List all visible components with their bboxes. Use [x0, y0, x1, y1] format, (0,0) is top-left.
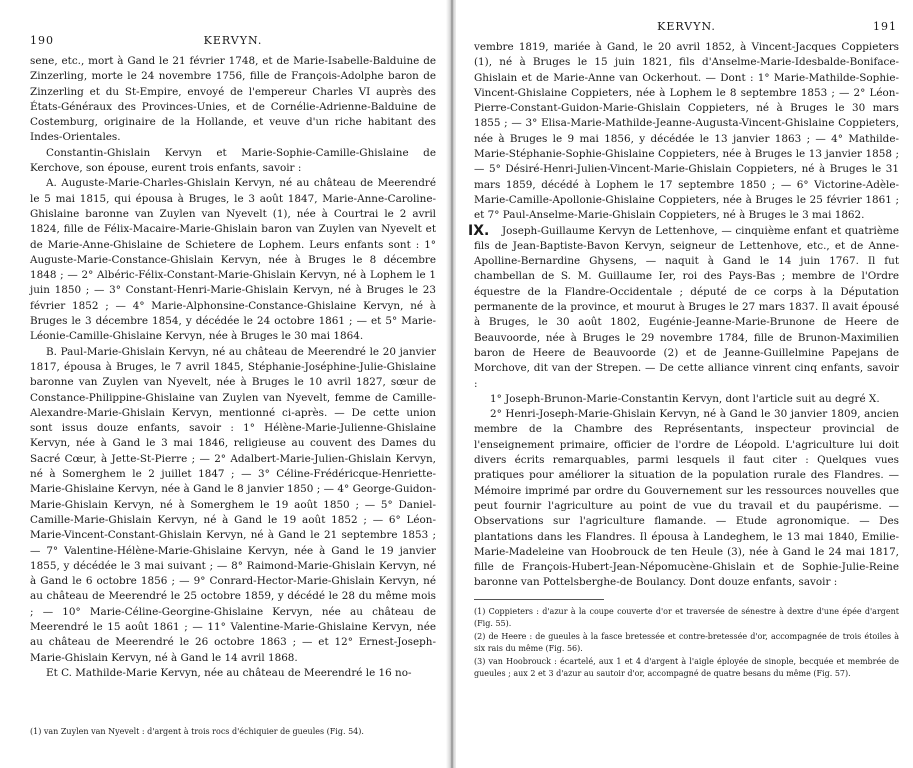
- section-paragraph: Joseph-Guillaume Kervyn de Lettenhove, — cinquième enfant et quatrième fils de Jean-Baptiste-Bavon Kervyn, seigneur de Lettenhove, etc., et de Anne-Apolline-Bernardine Ghysens, — naquit à Gand le 14 juin 1767. Il fut chambellan de S. M. Guillaume Ier, roi des Pays-Bas ; membre de l'Ordre équestre de la Flandre-Occidentale ; député de ce corps à la Députation permanente de la province, et mourut à Bruges le 27 mars 1837. Il avait épousé à Bruges, le 30 août 1802, Eugénie-Jeanne-Marie-Brunone de Heere de Beauvoorde, née à Bruges le 29 novembre 1784, fille de Brunon-Maximilien baron de Heere de Beauvoorde (2) et de Jeanne-Guillelmine Papejans de Morchove, dit van der Strepen. — De cette alliance vinrent cinq enfants, savoir :: [474, 224, 899, 390]
- right-paragraph: vembre 1819, mariée à Gand, le 20 avril 1852, à Vincent-Jacques Coppieters (1), né à Bruges le 15 juin 1821, fils d'Anselme-Marie-Idesbalde-Boniface-Ghislain et de Marie-Anne van Ockerhout. — Dont : 1° Marie-Mathilde-Sophie-Vincent-Ghislaine Coppieters, née à Lophem le 8 septembre 1853 ; — 2° Léon-Pierre-Constant-Guidon-Marie-Ghislain Coppieters, né à Bruges le 30 mars 1855 ; — 3° Elisa-Marie-Mathilde-Jeanne-Augusta-Vincent-Ghislaine Coppieters, née à Bruges le 9 mai 1856, y décédée le 13 janvier 1863 ; — 4° Mathilde-Marie-Stéphanie-Sophie-Ghislaine Coppieters, née à Bruges le 13 janvier 1858 ; — 5° Désiré-Henri-Julien-Vincent-Marie-Ghislain Coppieters, né à Bruges le 31 mars 1859, décédé à Lophem le 17 septembre 1850 ; — 6° Victorine-Adèle-Marie-Camille-Apollonie-Ghislaine Coppieters, née à Bruges le 25 février 1861 ; et 7° Paul-Anselme-Marie-Ghislain Coppieters, né à Bruges le 3 mai 1862.: [474, 41, 899, 222]
- footnote: (1) van Zuylen van Nyevelt : d'argent à trois rocs d'échiquier de gueules (Fig. 54).: [30, 727, 364, 736]
- left-paragraph: Constantin-Ghislain Kervyn et Marie-Sophie-Camille-Ghislaine de Kerchove, son épouse, eurent trois enfants, savoir :: [30, 146, 436, 175]
- left-running-head: KERVYN.: [203, 34, 263, 47]
- right-footnotes: [474, 599, 899, 680]
- section-number: IX.: [468, 222, 490, 239]
- section-ix: [468, 222, 899, 392]
- left-footnotes: [30, 726, 436, 739]
- footnote: (1) Coppieters : d'azur à la coupe couverte d'or et traversée de sénestre à dextre d'une épée d'argent (Fig. 55).: [474, 606, 899, 628]
- footnote-rule: [474, 599, 604, 600]
- footnote: (2) de Heere : de gueules à la fasce bretessée et contre-bretessée d'or, accompagnée de trois étoiles à six rais du même (Fig. 56).: [474, 631, 899, 653]
- left-page: [0, 0, 452, 768]
- right-page-header: [474, 20, 899, 40]
- right-page-number: 191: [873, 20, 897, 33]
- section-paragraph: 2° Henri-Joseph-Marie-Ghislain Kervyn, né à Gand le 30 janvier 1809, ancien membre de la Chambre des Représentants, inspecteur provincial de l'enseignement primaire, officier de l'ordre de Léopold. L'agriculture lui doit divers écrits remarquables, parmi lesquels il faut citer : Quelques vues pratiques pour améliorer la situation de la population rurale des Flandres. — Mémoire imprimé par ordre du Gouvernement sur les ressources nouvelles que peut fournir l'agriculture au point de vue du travail et du paupérisme. — Observations sur l'agriculture flamande. — Etude agronomique. — Des plantations dans les Flandres. Il épousa à Landeghem, le 13 mai 1840, Emilie-Marie-Madeleine van Hoobrouck de ten Heule (3), née à Gand le 24 mai 1817, fille de François-Hubert-Jean-Népomucène-Ghislain et de Sophie-Julie-Reine baronne van Pottelsberghe-de Boulancy. Dont douze enfants, savoir :: [474, 408, 899, 589]
- left-paragraph: Et C. Mathilde-Marie Kervyn, née au château de Meerendré le 16 no-: [46, 666, 412, 679]
- left-page-header: [30, 34, 436, 54]
- left-paragraph: B. Paul-Marie-Ghislain Kervyn, né au château de Meerendré le 20 janvier 1817, épousa à Bruges, le 7 avril 1845, Stéphanie-Joséphine-Julie-Ghislaine baronne van Zuylen van Nyevelt, née à Bruges le 10 avril 1827, sœur de Constance-Philippine-Ghislaine van Zuylen van Nyevelt, femme de Camille-Alexandre-Marie-Ghislain Kervyn, mentionné ci-après. — De cette union sont issus douze enfants, savoir : 1° Hélène-Marie-Julienne-Ghislaine Kervyn, née à Gand le 3 mai 1846, religieuse au couvent des Dames du Sacré Cœur, à Jette-St-Pierre ; — 2° Adalbert-Marie-Julien-Ghislain Kervyn, né à Somerghem le 2 juillet 1847 ; — 3° Céline-Frédéricque-Henriette-Marie-Ghislaine Kervyn, née à Gand le 8 janvier 1850 ; — 4° George-Guidon-Marie-Ghislain Kervyn, né à Somerghem le 19 août 1850 ; — 5° Daniel-Camille-Marie-Ghislain Kervyn, né à Gand le 19 août 1852 ; — 6° Léon-Marie-Vincent-Constant-Ghislain Kervyn, né à Gand le 21 septembre 1853 ; — 7° Valentine-Hélène-Marie-Ghislaine Kervyn, née à Gand le 19 janvier 1855, y décédée le 3 mai suivant ; — 8° Raimond-Marie-Ghislain Kervyn, né à Gand le 6 octobre 1856 ; — 9° Conrard-Hector-Marie-Ghislain Kervyn, né au château de Meerendré le 25 octobre 1859, y décédé le 28 du même mois ; — 10° Marie-Céline-Georgine-Ghislaine Kervyn, née au château de Meerendré le 15 août 1861 ; — 11° Valentine-Marie-Ghislaine Kervyn, née au château de Meerendré le 26 octobre 1863 ; — et 12° Ernest-Joseph-Marie-Ghislain Kervyn, né à Gand le 14 avril 1868.: [30, 345, 436, 664]
- left-page-number: 190: [30, 34, 54, 47]
- footnote: (3) van Hoobrouck : écartelé, aux 1 et 4 d'argent à l'aigle éployée de sinople, becquée et membrée de gueules ; aux 2 et 3 d'azur au sautoir d'or, accompagné de quatre besans du même (Fig. 57).: [474, 656, 899, 678]
- right-page: [456, 0, 913, 768]
- left-paragraph: sene, etc., mort à Gand le 21 février 1748, et de Marie-Isabelle-Balduine de Zinzerling, morte le 24 novembre 1756, fille de François-Adolphe baron de Zinzerling et du St-Empire, envoyé de l'empereur Charles VI auprès des États-Généraux des Provinces-Unies, et de Cornélie-Adrienne-Balduine de Costemburg, originaire de la Hollande, et veuve d'un riche habitant des Indes-Orientales.: [30, 55, 436, 144]
- left-paragraph: A. Auguste-Marie-Charles-Ghislain Kervyn, né au château de Meerendré le 5 mai 1815, qui épousa à Bruges, le 3 août 1847, Marie-Anne-Caroline-Ghislaine baronne van Zuylen van Nyevelt (1), née à Courtrai le 2 avril 1824, fille de Félix-Macaire-Marie-Ghislain baron van Zuylen van Nyevelt et de Marie-Anne-Ghislaine de Schietere de Lophem. Leurs enfants sont : 1° Auguste-Marie-Constance-Ghislain Kervyn, née à Bruges le 8 décembre 1848 ; — 2° Albéric-Félix-Constant-Marie-Ghislain Kervyn, né à Lophem le 1 juin 1850 ; — 3° Constant-Henri-Marie-Ghislain Kervyn, né à Bruges le 23 février 1852 ; — 4° Marie-Alphonsine-Constance-Ghislaine Kervyn, né à Bruges le 3 décembre 1854, y décédée le 24 octobre 1861 ; — et 5° Marie-Léonie-Camille-Ghislaine Kervyn, née à Bruges le 30 mai 1864.: [30, 177, 436, 343]
- right-running-head: KERVYN.: [657, 20, 716, 33]
- section-paragraph: 1° Joseph-Brunon-Marie-Constantin Kervyn, dont l'article suit au degré X.: [490, 392, 880, 405]
